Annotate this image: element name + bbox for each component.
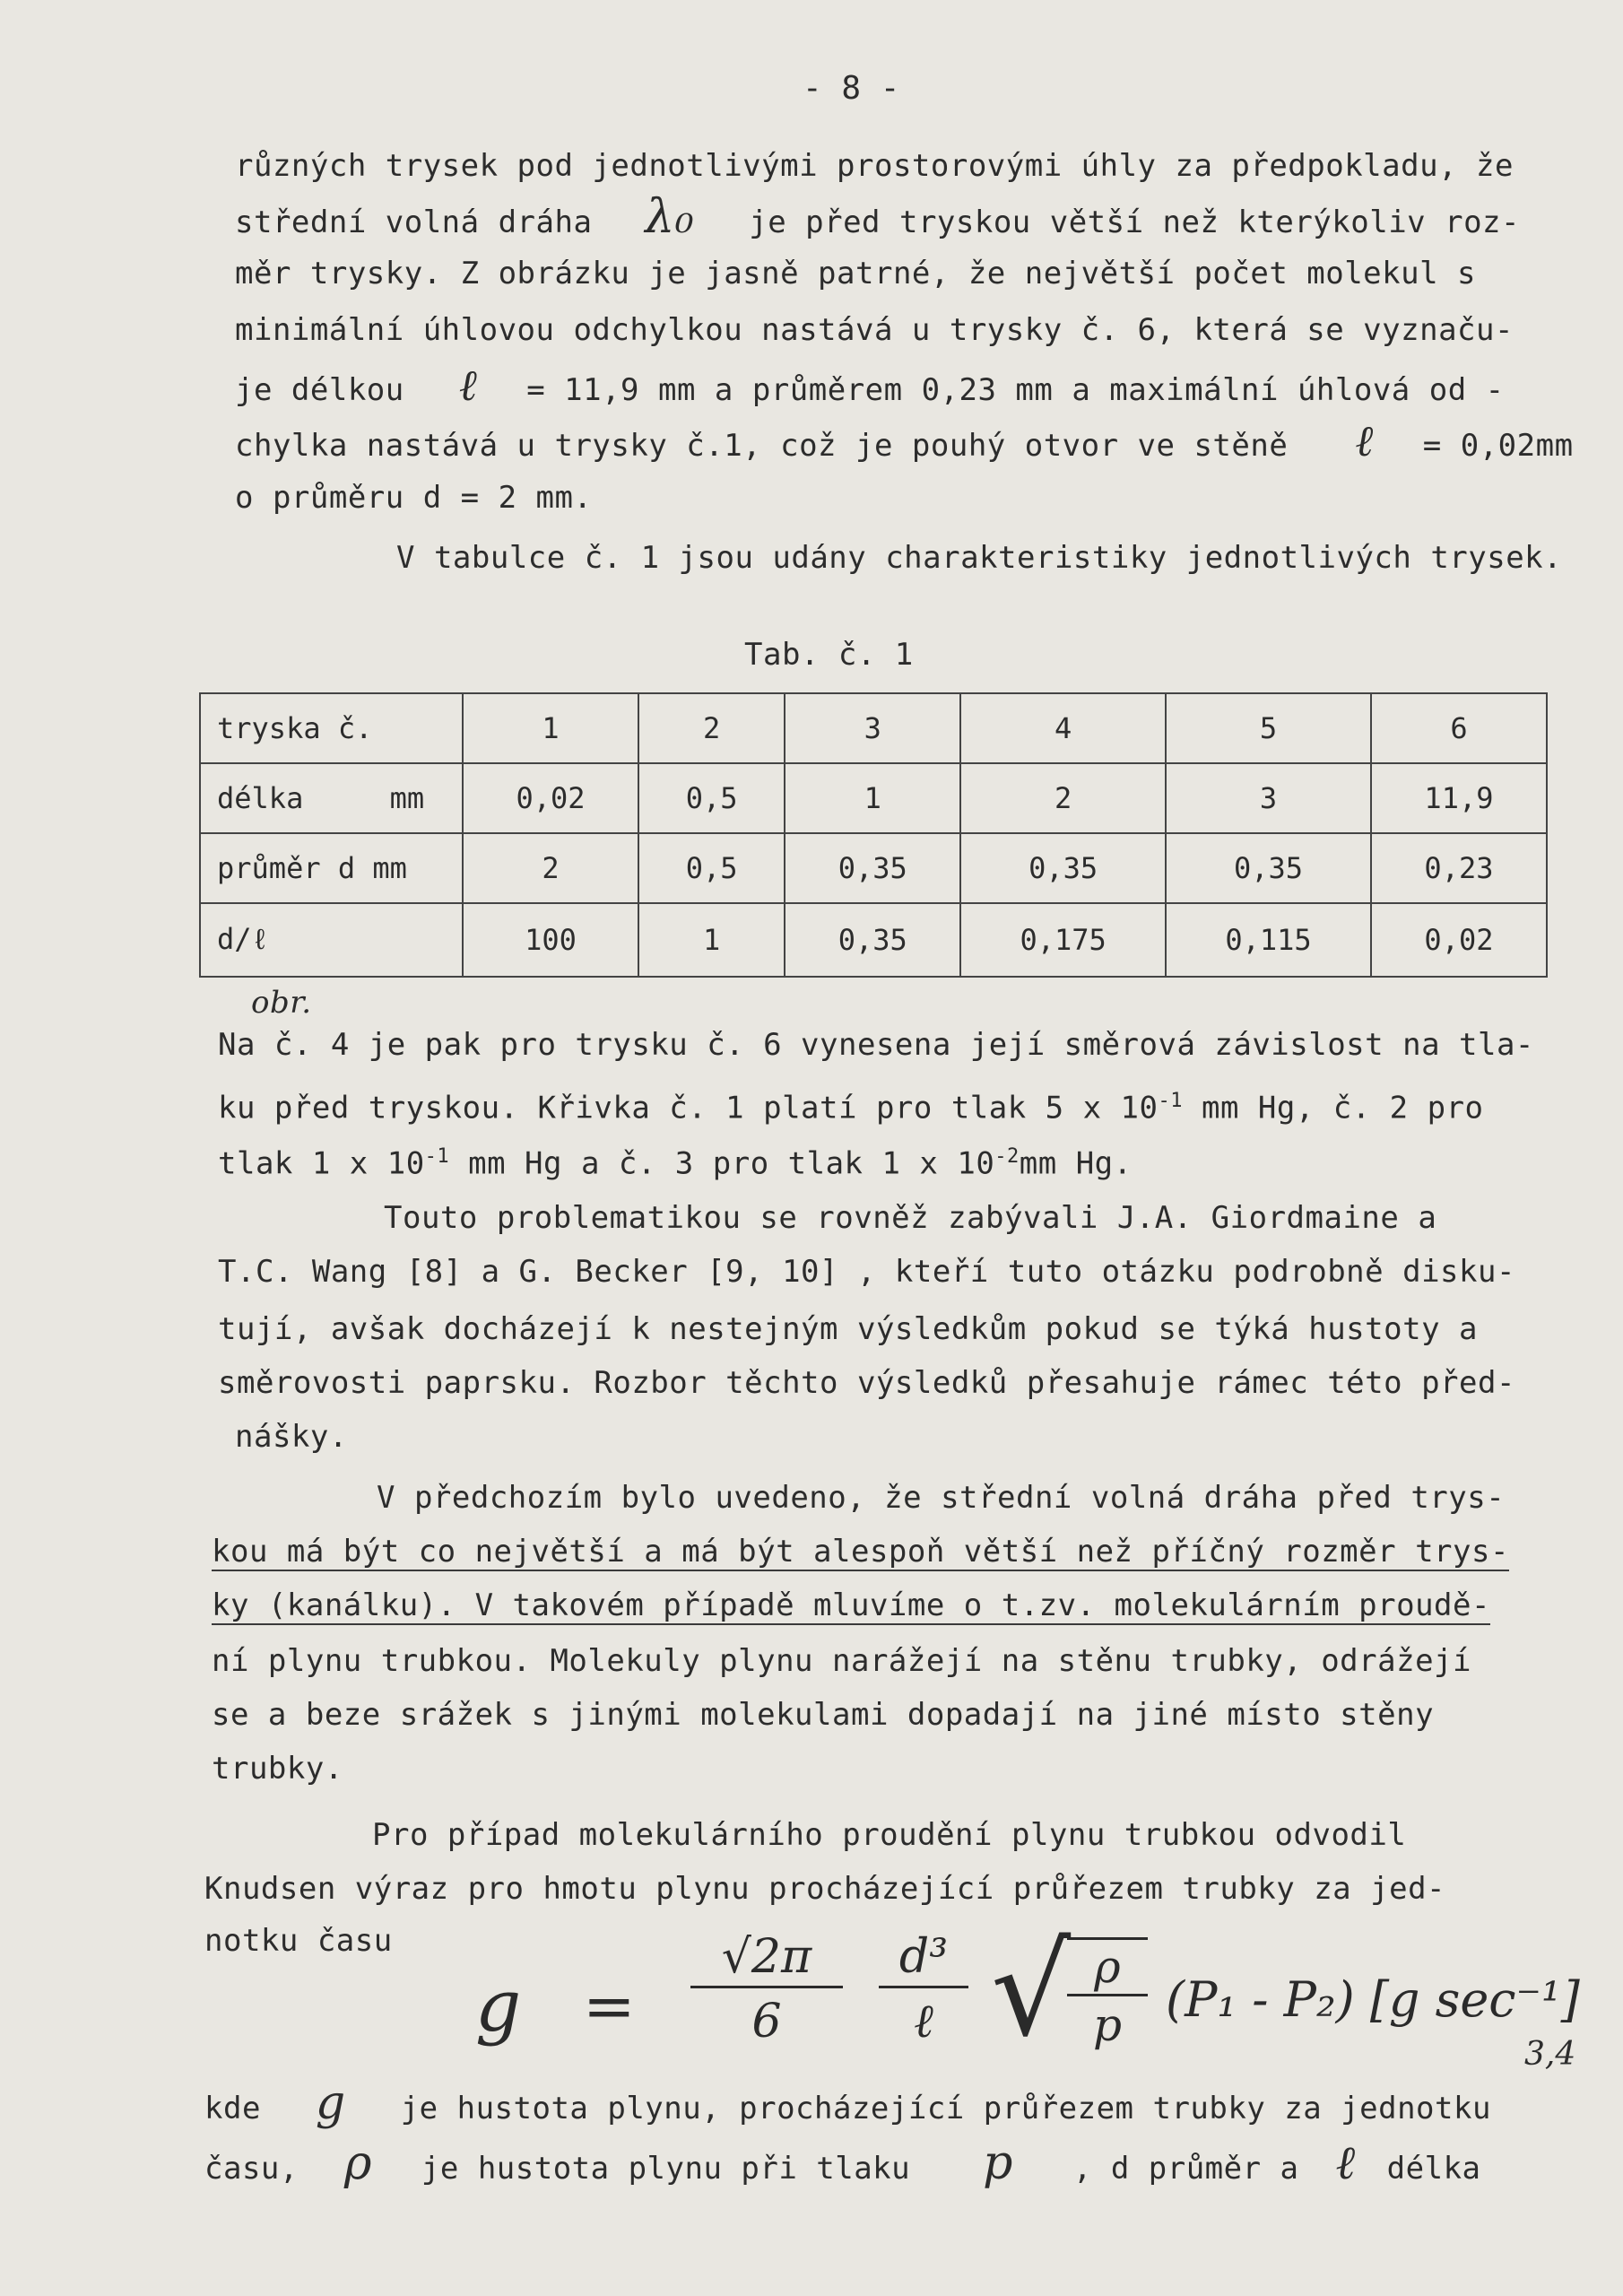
exponent: -2 [994, 1145, 1020, 1168]
text-fragment: mm Hg a č. 3 pro tlak 1 x 10 [449, 1145, 995, 1182]
text-line: se a beze srážek s jinými molekulami dopadají na jiné místo stěny [212, 1697, 1435, 1733]
table-header-cell: 2 [638, 693, 785, 763]
text-line-underlined: ky (kanálku). V takovém případě mluvíme o t.zv. molekulárním proudě- [212, 1587, 1490, 1623]
table-header-cell: 4 [960, 693, 1166, 763]
text-line: V tabulce č. 1 jsou udány charakteristiky jednotlivých trysek. [396, 540, 1563, 576]
text-line [235, 361, 1505, 411]
table-cell: 2 [960, 763, 1166, 833]
fraction-numerator: d³ [898, 1930, 949, 1984]
table-cell: 0,35 [1166, 833, 1371, 903]
text-fragment: mm Hg, č. 2 pro [1183, 1090, 1484, 1126]
text-line: Touto problematikou se rovněž zabývali J.A. Giordmaine a [384, 1200, 1437, 1236]
text-fragment: chylka nastává u trysky č.1, což je pouhý otvor ve stěně [235, 428, 1289, 464]
text-line: tují, avšak docházejí k nestejným výsledkům pokud se týká hustoty a [218, 1311, 1478, 1347]
text-fragment: délka [1386, 2151, 1481, 2187]
table-cell: 3 [1166, 763, 1371, 833]
text-line: nášky. [235, 1419, 348, 1455]
table-cell: 0,35 [960, 833, 1166, 903]
table-header-cell: tryska č. [200, 693, 463, 763]
text-fragment: je hustota plynu při tlaku [421, 2151, 911, 2187]
text-line: notku času [204, 1923, 393, 1959]
text-line [204, 2076, 1491, 2130]
g-symbol: g [315, 2076, 346, 2130]
text-line: měr trysky. Z obrázku je jasně patrné, že největší počet molekul s [235, 256, 1477, 291]
table-caption: Tab. č. 1 [744, 637, 914, 673]
page-number: - 8 - [803, 70, 900, 107]
table-cell: 1 [638, 903, 785, 977]
fraction-denominator: 6 [690, 1986, 843, 2055]
exponent: -1 [424, 1145, 450, 1168]
text-fragment: tlak 1 x 10 [218, 1145, 425, 1182]
rho-symbol: ρ [343, 2136, 372, 2190]
text-line [235, 416, 1574, 466]
fraction-1 [690, 1928, 843, 2055]
text-line: Na č. 4 je pak pro trysku č. 6 vynesena její směrová závislost na tla- [218, 1027, 1534, 1063]
ell-symbol: ℓ [1355, 416, 1374, 466]
text-fragment: je hustota plynu, procházející průřezem trubky za jednotku [400, 2091, 1491, 2126]
text-line: o průměru d = 2 mm. [235, 480, 593, 516]
text-line: trubky. [212, 1751, 343, 1787]
text-line [218, 1083, 1484, 1126]
table-cell: 1 [785, 763, 960, 833]
p-symbol: p [983, 2136, 1013, 2190]
table-row-label: průměr d mm [200, 833, 463, 903]
text-fragment: = 11,9 mm a průměrem 0,23 mm a maximální úhlová od - [526, 372, 1505, 408]
table-row-label: délka mm [200, 763, 463, 833]
table-cell: 0,175 [960, 903, 1166, 977]
fraction-numerator: ρ [1094, 1941, 1121, 1993]
table-cell: 2 [463, 833, 638, 903]
lambda-symbol: λ₀ [645, 190, 695, 244]
table-row [200, 763, 1547, 833]
text-line [204, 2136, 1481, 2190]
table-row [200, 693, 1547, 763]
table-row [200, 833, 1547, 903]
ell-symbol: ℓ [1335, 2136, 1356, 2190]
text-line [218, 1139, 1133, 1181]
equation-number: 3,4 [1524, 2036, 1576, 2073]
text-fragment: ku před tryskou. Křivka č. 1 platí pro tlak 5 x 10 [218, 1090, 1159, 1126]
text-line: směrovosti paprsku. Rozbor těchto výsledků přesahuje rámec této před- [218, 1365, 1515, 1401]
fraction-denominator: ℓ [879, 1986, 968, 2055]
nozzle-table [199, 692, 1548, 978]
table-header-cell: 3 [785, 693, 960, 763]
formula-tail: (P₁ - P₂) [g sec⁻¹] [1166, 1971, 1580, 2028]
text-line: minimální úhlovou odchylkou nastává u trysky č. 6, která se vyznaču- [235, 312, 1514, 348]
text-line: různých trysek pod jednotlivými prostorovými úhly za předpokladu, že [235, 148, 1514, 184]
table-cell: 0,5 [638, 833, 785, 903]
text-line: Knudsen výraz pro hmotu plynu procházející průřezem trubky za jed- [204, 1871, 1446, 1907]
table-cell: 0,02 [463, 763, 638, 833]
fraction-numerator: √2π [721, 1930, 812, 1984]
knudsen-formula [475, 1918, 1596, 2090]
formula-lhs: g [475, 1964, 522, 2048]
text-line: T.C. Wang [8] a G. Becker [9, 10] , kteří tuto otázku podrobně disku- [218, 1254, 1515, 1290]
table-cell: 0,02 [1371, 903, 1547, 977]
text-line: V předchozím bylo uvedeno, že střední volná dráha před trys- [377, 1480, 1506, 1516]
formula-equals: = [583, 1970, 636, 2043]
text-fragment: kde [204, 2091, 261, 2126]
table-cell: 11,9 [1371, 763, 1547, 833]
exponent: -1 [1158, 1090, 1183, 1112]
text-fragment: mm Hg. [1019, 1145, 1133, 1182]
table-cell: 100 [463, 903, 638, 977]
text-line: Pro případ molekulárního proudění plynu trubkou odvodil [372, 1817, 1407, 1853]
text-line-underlined: kou má být co největší a má být alespoň větší než příčný rozměr trys- [212, 1534, 1509, 1570]
table-cell: 0,115 [1166, 903, 1371, 977]
sqrt-sign: √ [991, 1918, 1072, 2065]
text-fragment: , d průměr a [1072, 2151, 1299, 2187]
table-cell: 0,23 [1371, 833, 1547, 903]
text-fragment: = 0,02mm [1422, 428, 1574, 464]
text-line [235, 190, 1520, 244]
table-cell: 0,35 [785, 903, 960, 977]
table-cell: 0,5 [638, 763, 785, 833]
text-fragment: času, [204, 2151, 299, 2187]
table-header-cell: 6 [1371, 693, 1547, 763]
handwritten-note: obr. [251, 985, 312, 1021]
table-row [200, 903, 1547, 977]
ell-symbol: ℓ [458, 361, 478, 411]
text-fragment: střední volná dráha [235, 204, 593, 240]
text-fragment: je před tryskou větší než kterýkoliv roz- [749, 204, 1520, 240]
table-header-cell: 1 [463, 693, 638, 763]
table-cell: 0,35 [785, 833, 960, 903]
text-fragment: je délkou [235, 372, 404, 408]
fraction-denominator: p [1067, 1994, 1148, 2054]
table-row-label: d/ℓ [200, 903, 463, 977]
fraction-2 [879, 1928, 968, 2055]
fraction-3 [1067, 1937, 1148, 2054]
table-header-cell: 5 [1166, 693, 1371, 763]
text-line: ní plynu trubkou. Molekuly plynu narážejí na stěnu trubky, odrážejí [212, 1643, 1471, 1679]
